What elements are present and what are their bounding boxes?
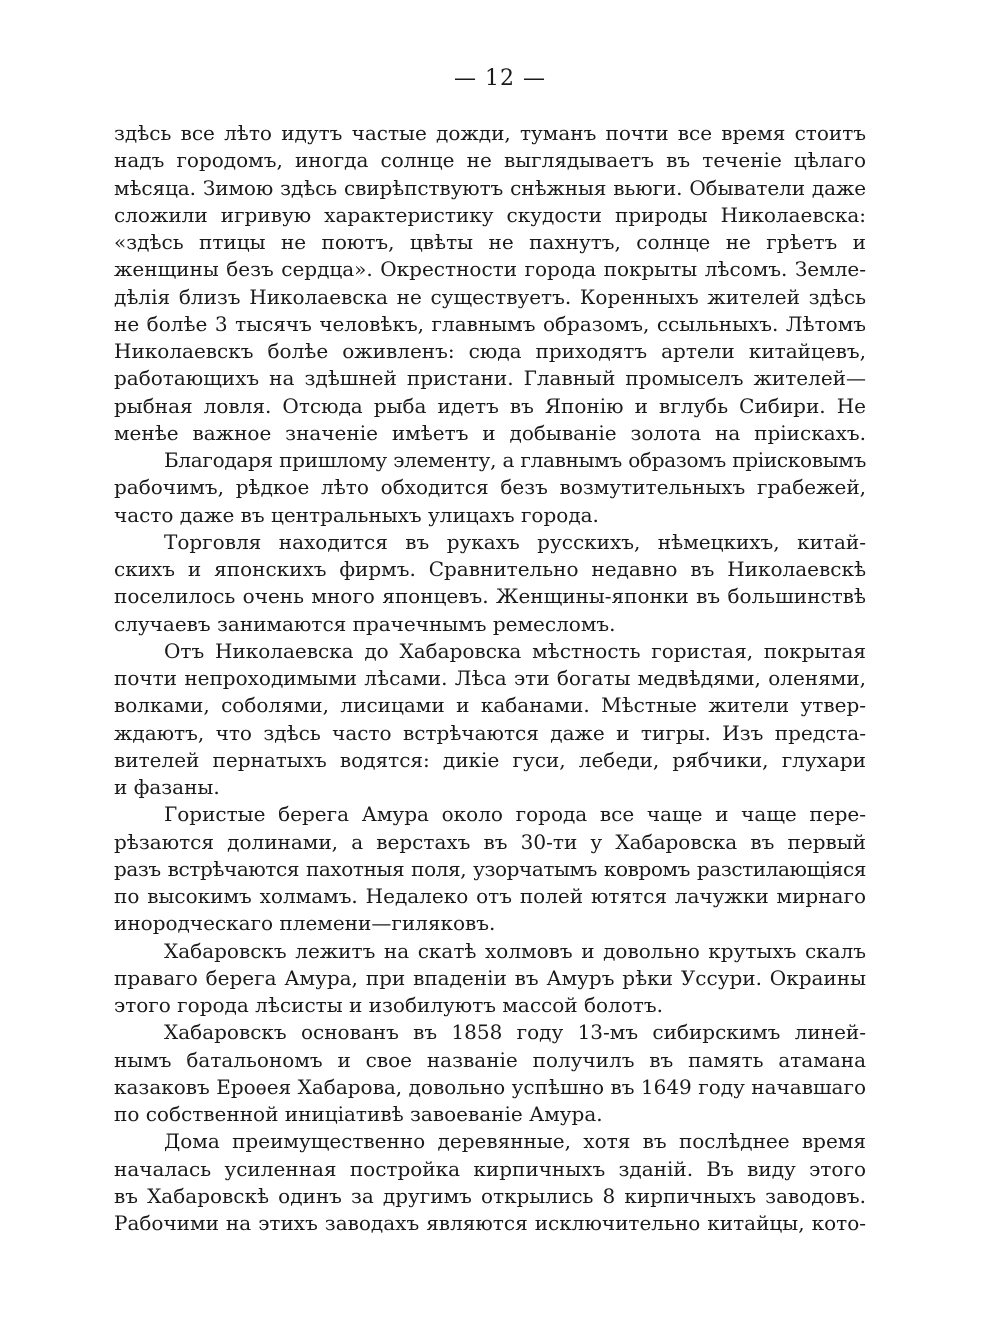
text-line: сложили игривую характеристику скудости природы Николаевска: (114, 202, 866, 227)
text-line: рабочимъ, рѣдкое лѣто обходится безъ возмутительныхъ грабежей, (114, 475, 866, 500)
text-line: мѣсяца. Зимою здѣсь свирѣпствуютъ снѣжныя вьюги. Обыватели даже (114, 175, 866, 200)
text-line: менѣе важное значеніе имѣетъ и добываніе золота на пріискахъ. (114, 420, 866, 445)
text-line: работающихъ на здѣшней пристани. Главный промыселъ жителей— (114, 366, 866, 391)
text-line: Благодаря пришлому элементу, а главнымъ образомъ пріисковымъ (164, 448, 866, 472)
text-line: въ Хабаровскѣ одинъ за другимъ открылись 8 кирпичныхъ заводовъ. (114, 1183, 866, 1208)
text-line: случаевъ занимаются прачечнымъ ремесломъ. (114, 611, 616, 636)
page-number: — 12 — (454, 66, 546, 91)
paragraph (114, 638, 866, 802)
text-line: началась усиленная постройка кирпичныхъ зданій. Въ виду этого (114, 1156, 866, 1181)
paragraph (114, 801, 866, 937)
text-line: праваго берега Амура, при впаденіи въ Амуръ рѣки Уссури. Окраины (114, 965, 866, 990)
text-line: рѣзаются долинами, а верстахъ въ 30-ти у Хабаровска въ первый (114, 829, 866, 854)
text-line: женщины безъ сердца». Окрестности города покрыты лѣсомъ. Земле- (114, 257, 866, 282)
text-line: ждаютъ, что здѣсь часто встрѣчаются даже и тигры. Изъ предста- (114, 720, 866, 745)
text-line: по высокимъ холмамъ. Недалеко отъ полей ютятся лачужки мирнаго (114, 884, 866, 908)
text-line: скихъ и японскихъ фирмъ. Сравнительно недавно въ Николаевскѣ (114, 557, 866, 581)
text-line: часто даже въ центральныхъ улицахъ города. (114, 502, 599, 527)
text-line: Николаевскъ болѣе оживленъ: сюда приходятъ артели китайцевъ, (114, 339, 866, 363)
text-line: Хабаровскъ лежитъ на скатѣ холмовъ и довольно крутыхъ скалъ (164, 938, 866, 963)
text-line: «здѣсь птицы не поютъ, цвѣты не пахнутъ, солнце не грѣетъ и (114, 230, 866, 254)
text-line: казаковъ Ероѳея Хабарова, довольно успѣшно въ 1649 году начавшаго (114, 1074, 866, 1099)
text-line: поселилось очень много японцевъ. Женщины-японки въ большинствѣ (114, 584, 866, 609)
text-line: нымъ батальономъ и свое названіе получилъ въ память атамана (114, 1047, 866, 1072)
text-line: здѣсь все лѣто идутъ частые дожди, туманъ почти все время стоитъ (114, 121, 866, 145)
text-line: дѣлія близъ Николаевска не существуетъ. Коренныхъ жителей здѣсь (114, 284, 866, 309)
text-line: Рабочими на этихъ заводахъ являются исключительно китайцы, кото- (114, 1211, 866, 1235)
text-line: и фазаны. (114, 775, 220, 799)
paragraph (114, 1019, 866, 1128)
text-line: инородческаго племени—гиляковъ. (114, 911, 496, 936)
paragraph (114, 120, 866, 447)
text-line: Отъ Николаевска до Хабаровска мѣстность гористая, покрытая (164, 638, 866, 663)
paragraph (114, 447, 866, 529)
paragraph (114, 529, 866, 638)
text-line: почти непроходимыми лѣсами. Лѣса эти богаты медвѣдями, оленями, (114, 666, 866, 690)
text-line: Хабаровскъ основанъ въ 1858 году 13-мъ сибирскимъ линей- (164, 1020, 866, 1045)
text-line: вителей пернатыхъ водятся: дикіе гуси, лебеди, рябчики, глухари (114, 747, 866, 772)
text-line: волками, соболями, лисицами и кабанами. Мѣстные жители утвер- (114, 693, 866, 718)
text-line: не болѣе 3 тысячъ человѣкъ, главнымъ образомъ, ссыльныхъ. Лѣтомъ (114, 311, 866, 336)
text-line: этого города лѣсисты и изобилуютъ массой болотъ. (114, 993, 663, 1017)
text-line: Гористые берега Амура около города все чаще и чаще пере- (164, 802, 866, 827)
paragraph (114, 938, 866, 1020)
text-line: надъ городомъ, иногда солнце не выглядываетъ въ теченіе цѣлаго (114, 148, 866, 173)
text-line: Дома преимущественно деревянные, хотя въ послѣднее время (164, 1129, 866, 1154)
text-line: Торговля находится въ рукахъ русскихъ, нѣмецкихъ, китай- (164, 529, 866, 554)
text-line: по собственной иниціативѣ завоеваніе Амура. (114, 1102, 603, 1126)
text-line: разъ встрѣчаются пахотныя поля, узорчатымъ ковромъ разстилающіяся (114, 856, 866, 881)
body-text (114, 120, 866, 1237)
text-line: рыбная ловля. Отсюда рыба идетъ въ Японію и вглубь Сибири. Не (114, 393, 866, 418)
paragraph (114, 1128, 866, 1237)
